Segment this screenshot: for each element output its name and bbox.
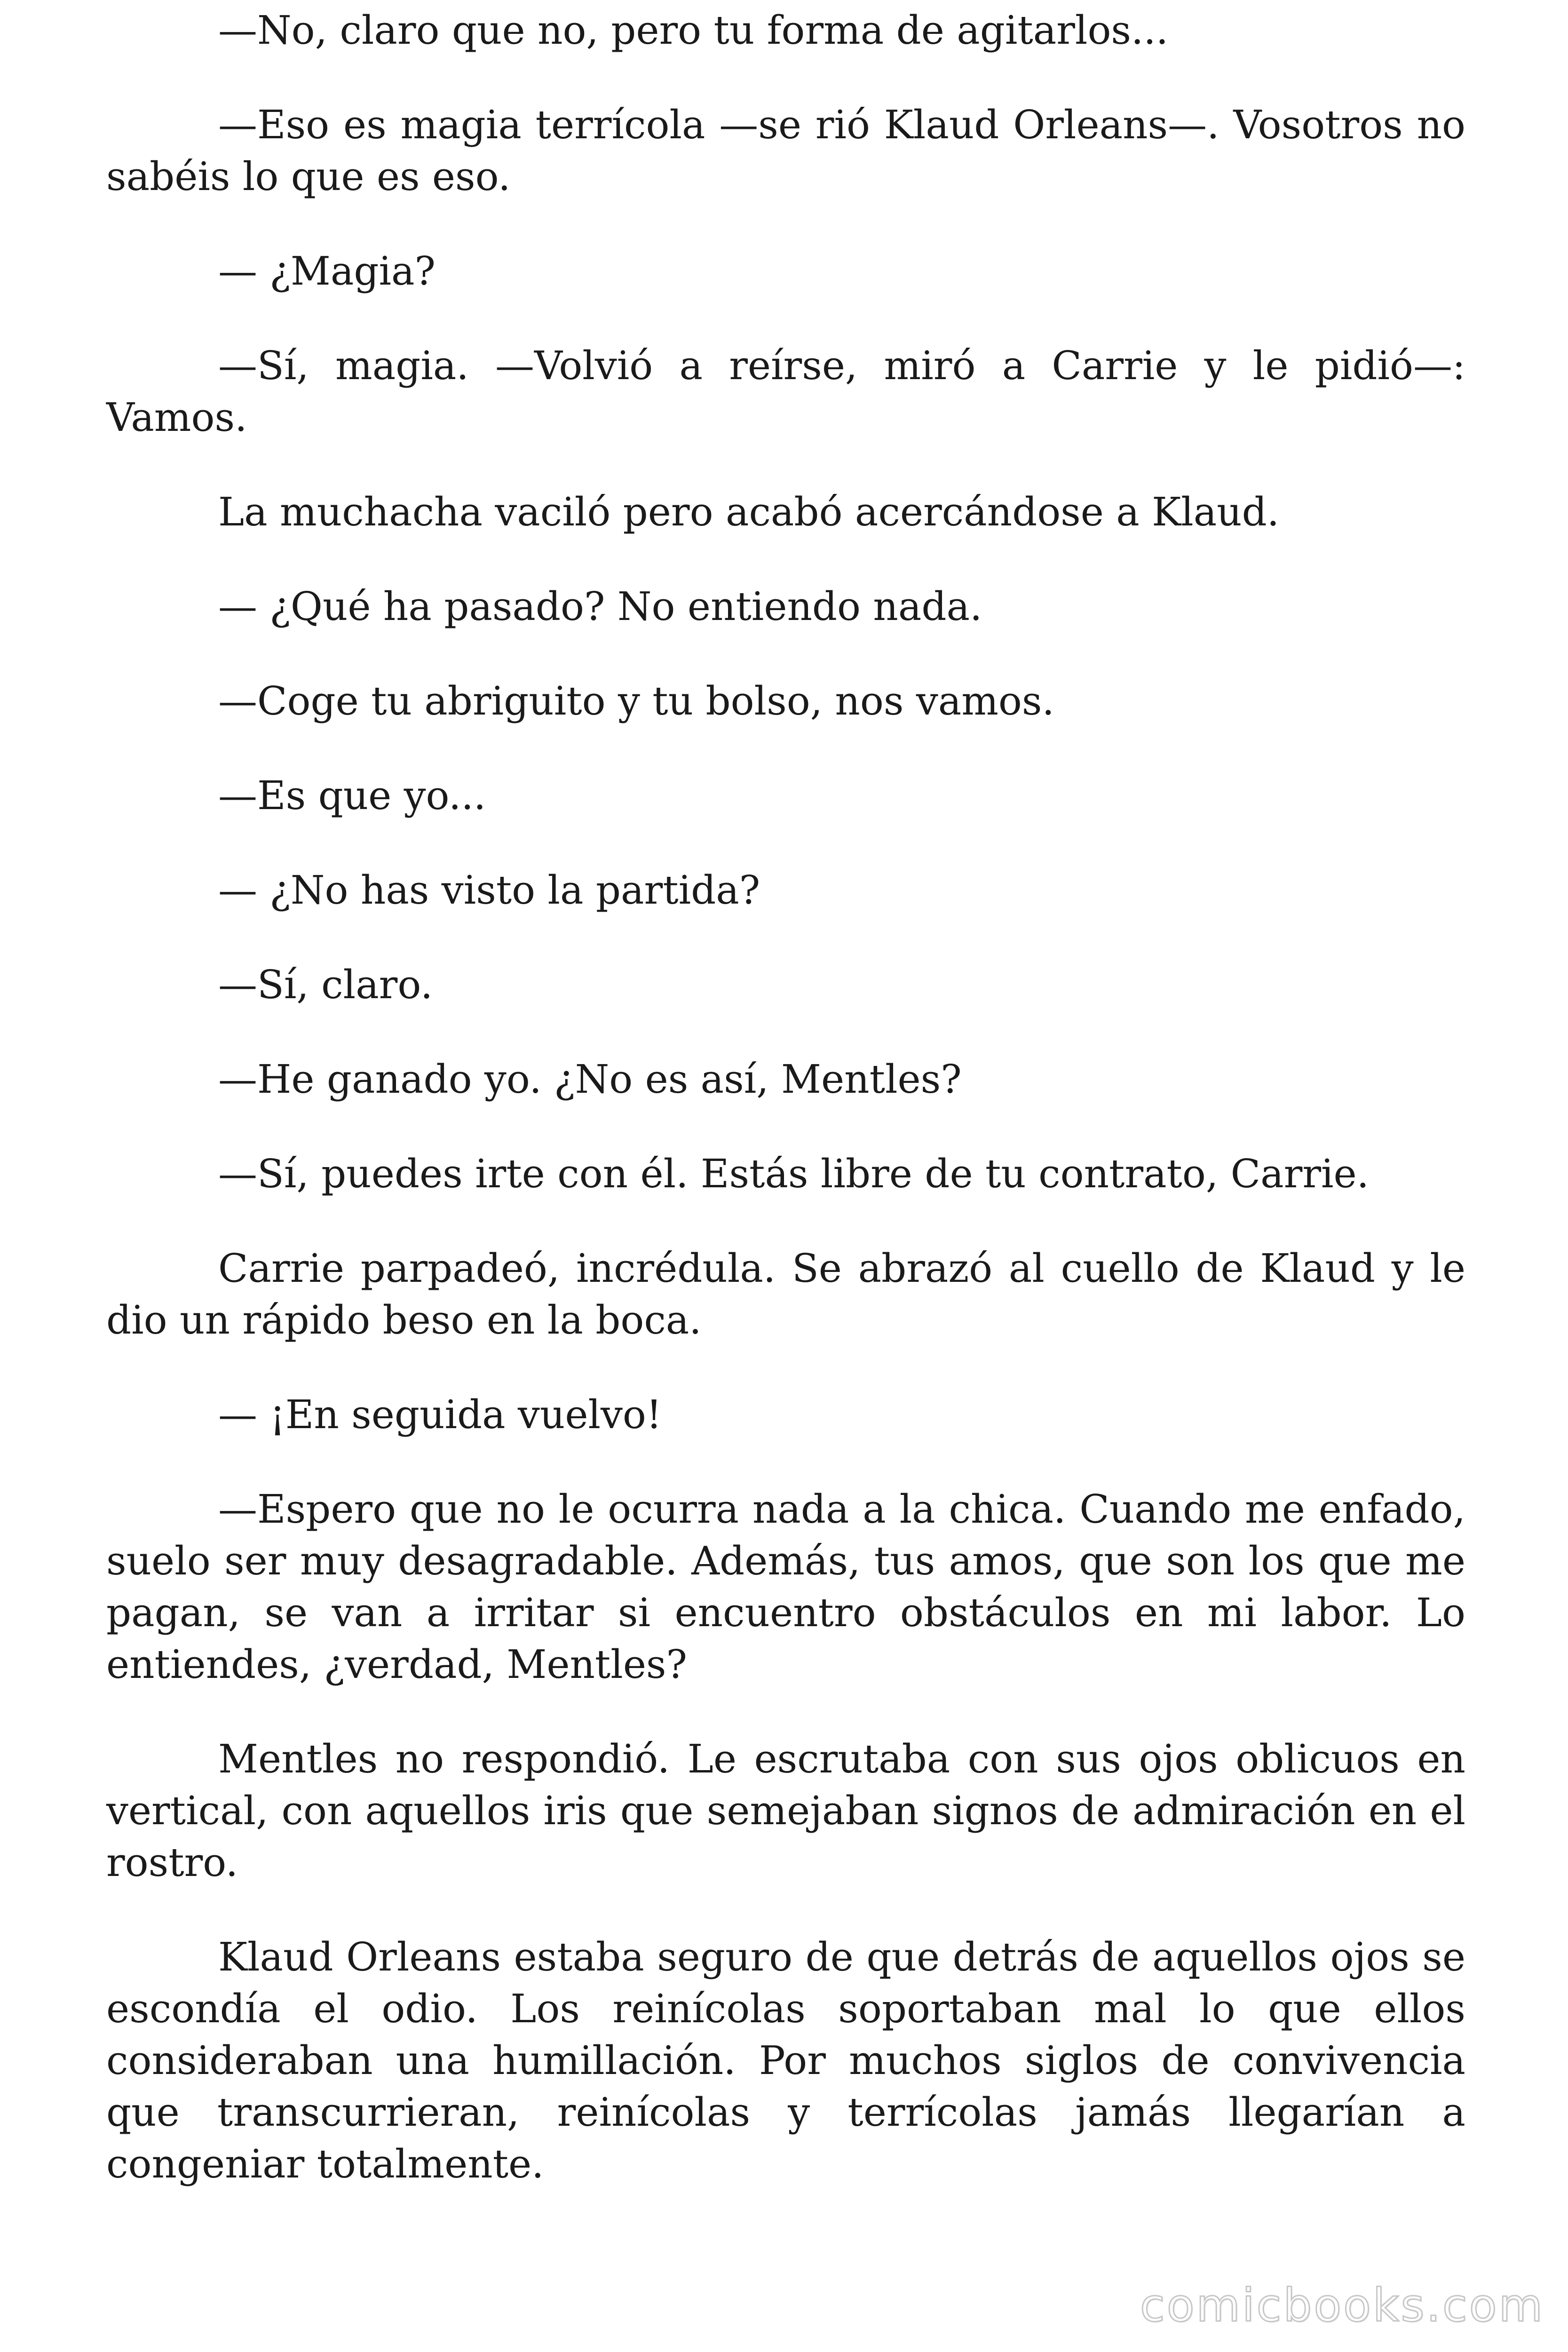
watermark: comicbooks.com bbox=[1140, 2279, 1544, 2332]
paragraph: —He ganado yo. ¿No es así, Mentles? bbox=[218, 1057, 962, 1102]
paragraph: —No, claro que no, pero tu forma de agitarlos... bbox=[218, 8, 1169, 53]
paragraph: Klaud Orleans estaba seguro de que detrás de aquellos ojos se escondía el odio. Los reinícolas soportaban mal lo que ellos consideraban una humillación. Por muchos siglos de convivencia que transcurrieran, reinícolas y terrícolas jamás llegarían a congeniar totalmente. bbox=[106, 1934, 1465, 2187]
paragraph: —Coge tu abriguito y tu bolso, nos vamos. bbox=[218, 678, 1054, 724]
paragraph: —Es que yo... bbox=[218, 773, 486, 818]
paragraph: — ¡En seguida vuelvo! bbox=[218, 1392, 662, 1438]
paragraph: —Espero que no le ocurra nada a la chica. Cuando me enfado, suelo ser muy desagradable. Además, tus amos, que son los que me pagan, se van a irritar si encuentro obstáculos en mi labor. Lo entiendes, ¿verdad, Mentles? bbox=[106, 1486, 1465, 1687]
paragraph: —Eso es magia terrícola —se rió Klaud Orleans—. Vosotros no sabéis lo que es eso. bbox=[106, 102, 1465, 199]
paragraph: —Sí, magia. —Volvió a reírse, miró a Carrie y le pidió—: Vamos. bbox=[106, 343, 1465, 440]
paragraph: —Sí, claro. bbox=[218, 962, 433, 1008]
paragraph: — ¿Magia? bbox=[218, 248, 436, 294]
paragraph: —Sí, puedes irte con él. Estás libre de tu contrato, Carrie. bbox=[218, 1151, 1370, 1197]
paragraph: Mentles no respondió. Le escrutaba con sus ojos oblicuos en vertical, con aquellos iris que semejaban signos de admiración en el rostro. bbox=[106, 1736, 1465, 1885]
text-column bbox=[106, 5, 1465, 2233]
paragraph: La muchacha vaciló pero acabó acercándose a Klaud. bbox=[218, 489, 1280, 535]
paragraph: Carrie parpadeó, incrédula. Se abrazó al cuello de Klaud y le dio un rápido beso en la boca. bbox=[106, 1246, 1465, 1343]
paragraph: — ¿No has visto la partida? bbox=[218, 867, 760, 913]
paragraph: — ¿Qué ha pasado? No entiendo nada. bbox=[218, 584, 982, 629]
